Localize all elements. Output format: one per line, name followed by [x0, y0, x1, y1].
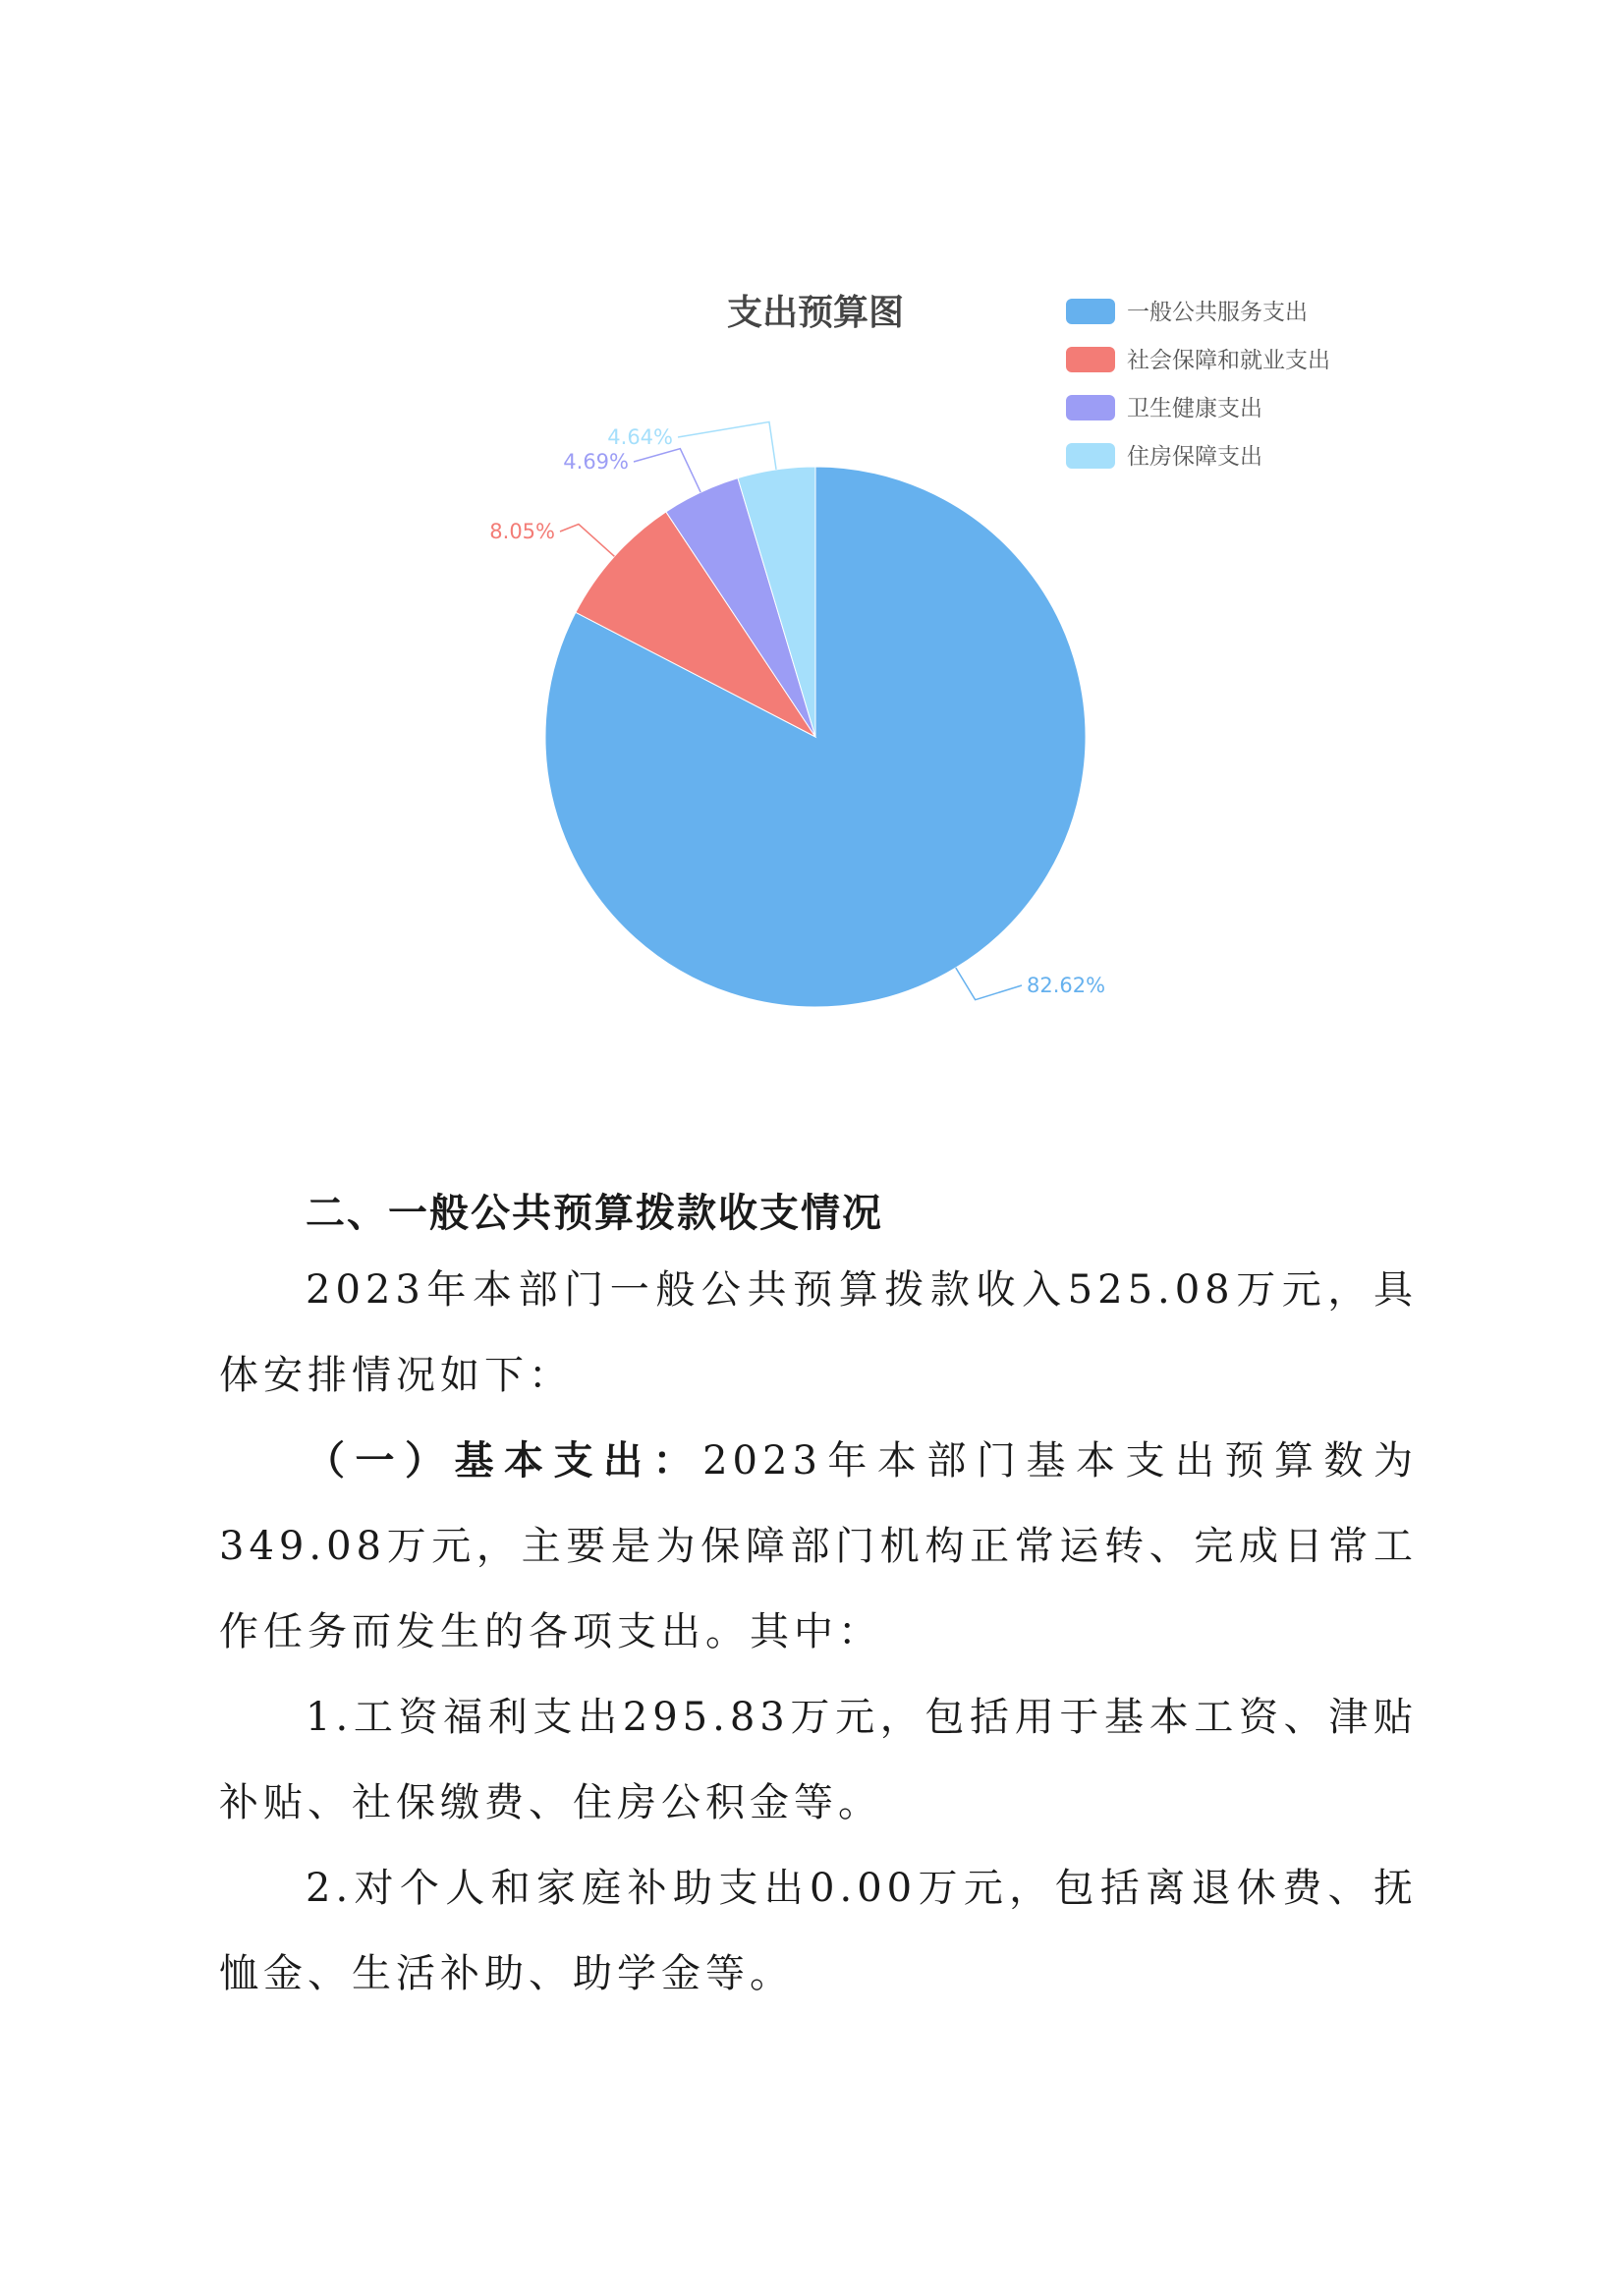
basic-expenditure-text: 2023年本部门基本支出预算数为349.08万元，主要是为保障部门机构正常运转、完成日常工作任务而发生的各项支出。其中：: [219, 1438, 1419, 1654]
basic-expenditure-lead: （一）基本支出：: [306, 1438, 703, 1484]
intro-paragraph: 2023年本部门一般公共预算拨款收入525.08万元，具体安排情况如下：: [219, 1267, 1418, 1398]
legend-swatch-1: [1066, 347, 1115, 372]
pie-leader-line-1: [560, 525, 614, 557]
section-heading: 二、一般公共预算拨款收支情况: [306, 1191, 883, 1236]
pie-slices: [545, 467, 1086, 1007]
item-1-paragraph: 1.工资福利支出295.83万元，包括用于基本工资、津贴补贴、社保缴费、住房公积金等。: [219, 1695, 1418, 1825]
pie-label-3: 4.64%: [607, 425, 673, 449]
legend-label-0: 一般公共服务支出: [1127, 300, 1308, 325]
chart-legend: [1066, 299, 1330, 470]
item-2-paragraph: 2.对个人和家庭补助支出0.00万元，包括离退休费、抚恤金、生活补助、助学金等。: [219, 1866, 1418, 1996]
pie-leader-line-2: [634, 449, 700, 492]
legend-label-2: 卫生健康支出: [1127, 396, 1262, 421]
legend-swatch-0: [1066, 299, 1115, 324]
legend-label-3: 住房保障支出: [1127, 444, 1262, 470]
pie-chart-svg: [0, 0, 1624, 1100]
pie-leader-line-0: [956, 968, 1022, 1000]
pie-label-1: 8.05%: [489, 520, 555, 543]
expenditure-budget-chart: [0, 0, 1624, 1100]
legend-swatch-2: [1066, 395, 1115, 420]
document-body: [219, 1179, 1418, 2017]
legend-swatch-3: [1066, 443, 1115, 469]
basic-expenditure-paragraph: [219, 1419, 1418, 1675]
legend-label-1: 社会保障和就业支出: [1127, 348, 1330, 373]
chart-title: 支出预算图: [726, 293, 905, 333]
pie-label-2: 4.69%: [563, 450, 629, 474]
pie-label-0: 82.62%: [1027, 974, 1106, 997]
pie-leader-line-3: [678, 421, 776, 469]
